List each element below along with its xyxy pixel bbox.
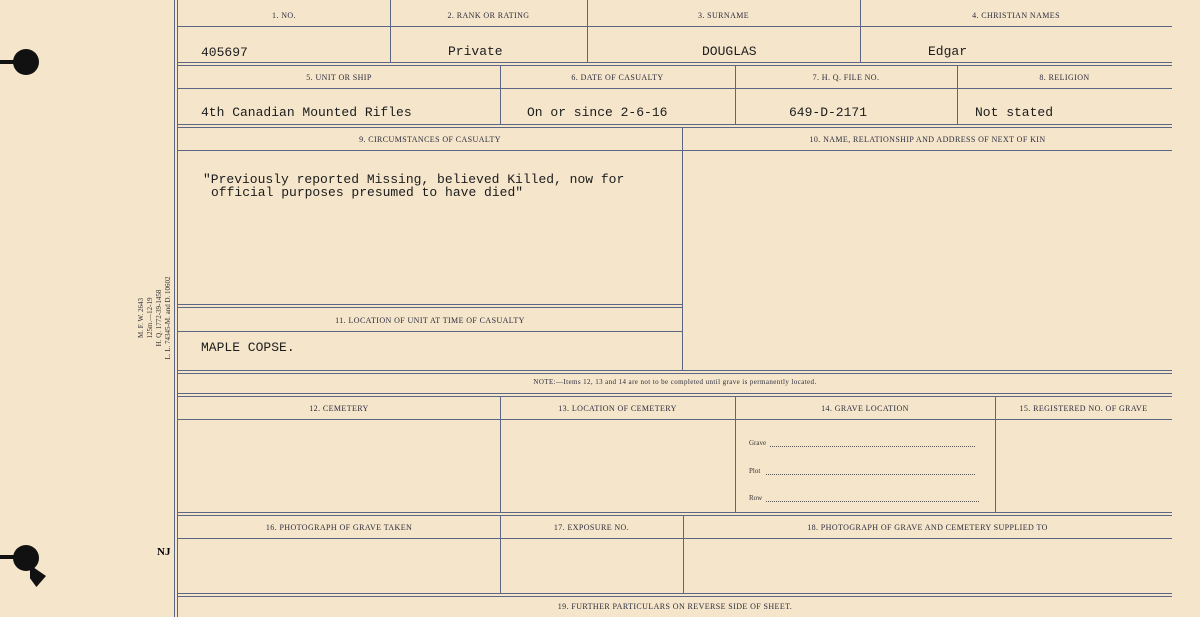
punch-hole-top xyxy=(13,49,39,75)
divider xyxy=(177,304,682,308)
label-exposure: 17. EXPOSURE NO. xyxy=(553,523,630,532)
label-further: 19. FURTHER PARTICULARS ON REVERSE SIDE OF SHEET. xyxy=(557,602,793,611)
divider xyxy=(177,538,1172,539)
religion-value: Not stated xyxy=(975,105,1054,120)
divider xyxy=(682,127,683,370)
label-religion: 8. RELIGION xyxy=(1039,73,1090,82)
note: NOTE:—Items 12, 13 and 14 are not to be completed until grave is permanently located. xyxy=(533,378,817,386)
left-rule xyxy=(174,0,175,617)
divider xyxy=(500,396,501,512)
label-grave-location: 14. GRAVE LOCATION xyxy=(821,404,909,413)
label-date: 6. DATE OF CASUALTY xyxy=(571,73,664,82)
binder-mark-top xyxy=(0,60,16,64)
divider xyxy=(177,124,1172,128)
label-photo: 16. PHOTOGRAPH OF GRAVE TAKEN xyxy=(265,523,413,532)
divider xyxy=(735,396,736,512)
plot-line-label: Plot xyxy=(749,467,761,475)
divider xyxy=(587,0,588,62)
label-christian: 4. CHRISTIAN NAMES xyxy=(972,11,1060,20)
label-photo-supplied: 18. PHOTOGRAPH OF GRAVE AND CEMETERY SUPPLIED TO xyxy=(807,523,1048,532)
label-cemetery-location: 13. LOCATION OF CEMETERY xyxy=(558,404,677,413)
divider xyxy=(177,26,1172,27)
divider xyxy=(177,62,1172,66)
form-code: M. F. W. 2643 xyxy=(137,298,145,338)
unit-value: 4th Canadian Mounted Rifles xyxy=(201,105,412,120)
service-number: 405697 xyxy=(201,45,248,60)
date-value: On or since 2-6-16 xyxy=(527,105,668,120)
initials: NJ xyxy=(157,546,171,558)
divider xyxy=(860,0,861,62)
label-location: 11. LOCATION OF UNIT AT TIME OF CASUALTY xyxy=(335,316,525,325)
divider xyxy=(177,370,1172,374)
circumstances-line: "Previously reported Missing, believed Killed, now for xyxy=(203,172,625,187)
divider xyxy=(177,512,1172,516)
divider xyxy=(177,593,1172,597)
divider xyxy=(177,150,1172,151)
label-rank: 2. RANK OR RATING xyxy=(447,11,530,20)
divider xyxy=(177,331,682,332)
label-file: 7. H. Q. FILE NO. xyxy=(812,73,880,82)
form-code: H. Q. 1772-39-1458 xyxy=(155,289,163,347)
label-cemetery: 12. CEMETERY xyxy=(309,404,369,413)
divider xyxy=(177,393,1172,397)
file-value: 649-D-2171 xyxy=(789,105,868,120)
divider xyxy=(177,419,1172,420)
form-codes xyxy=(137,248,173,388)
label-surname: 3. SURNAME xyxy=(697,11,750,20)
row-dotted-line xyxy=(766,501,979,502)
form-code: L. L. 74345-M. and D. 10602 xyxy=(164,276,172,360)
label-registered-no: 15. REGISTERED NO. OF GRAVE xyxy=(1019,404,1148,413)
form-code: 125m.—12-19 xyxy=(146,297,154,339)
surname-value: DOUGLAS xyxy=(702,44,757,59)
binder-tab xyxy=(30,565,46,587)
label-unit: 5. UNIT OR SHIP xyxy=(306,73,372,82)
divider xyxy=(390,0,391,62)
plot-dotted-line xyxy=(766,474,975,475)
label-no: 1. NO. xyxy=(272,11,296,20)
label-circumstances: 9. CIRCUMSTANCES OF CASUALTY xyxy=(359,135,501,144)
label-next-of-kin: 10. NAME, RELATIONSHIP AND ADDRESS OF NEXT OF KIN xyxy=(809,135,1046,144)
divider xyxy=(995,396,996,512)
binder-mark-bottom xyxy=(0,555,16,559)
grave-line-label: Grave xyxy=(749,439,767,447)
circumstances-line: official purposes presumed to have died" xyxy=(211,185,524,200)
divider xyxy=(177,88,1172,89)
grave-dotted-line xyxy=(770,446,975,447)
row-line-label: Row xyxy=(749,494,763,502)
rank-value: Private xyxy=(448,44,503,59)
location-value: MAPLE COPSE. xyxy=(201,340,295,355)
christian-value: Edgar xyxy=(928,44,968,59)
punch-hole-bottom xyxy=(13,545,39,571)
